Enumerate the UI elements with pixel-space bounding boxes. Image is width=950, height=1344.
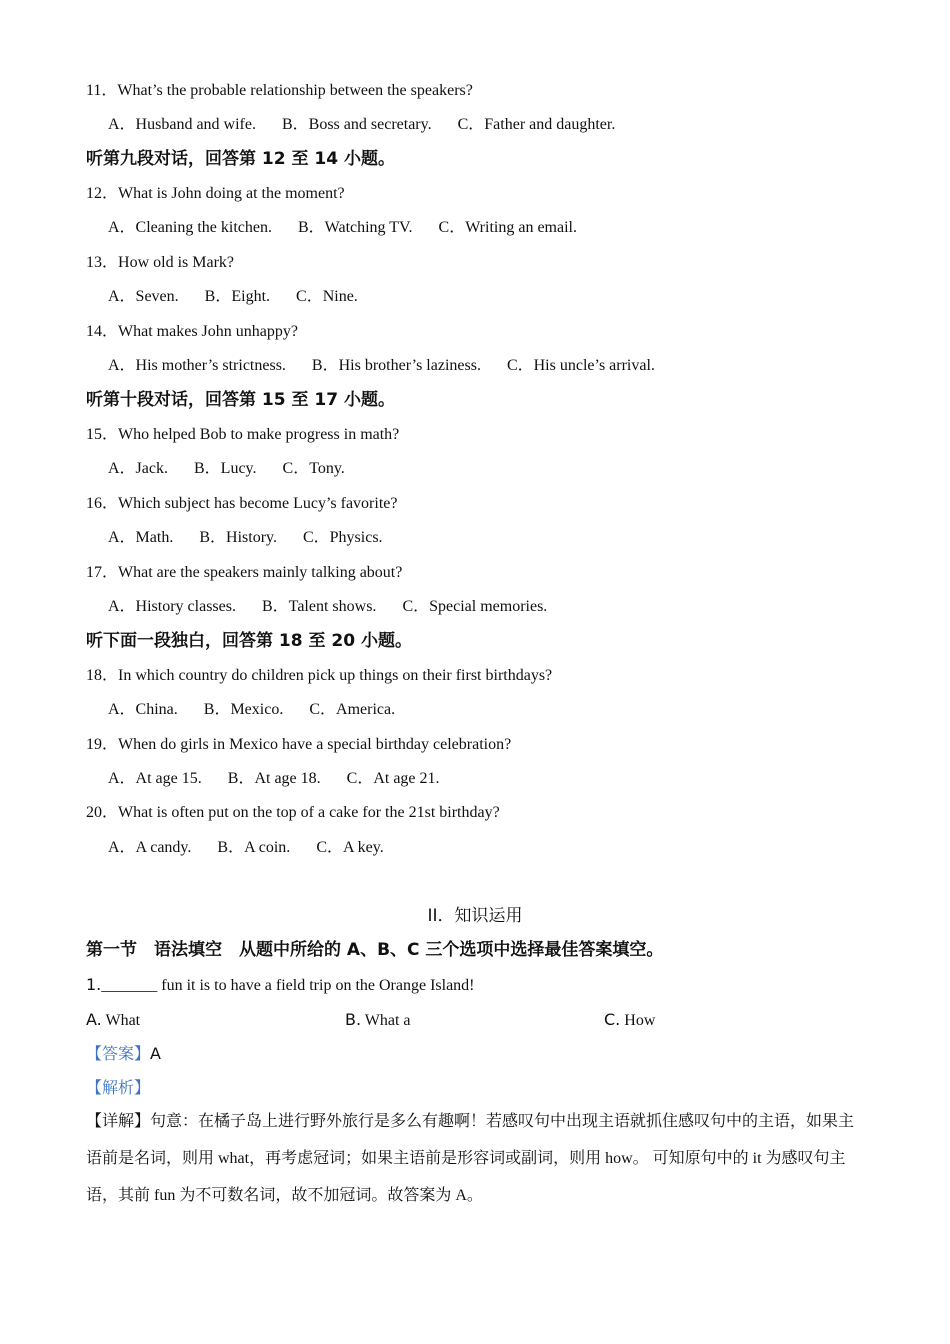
section-heading-dialogue-9: 听第九段对话，回答第 12 至 14 小题。 — [86, 149, 395, 169]
option-a: A．At age 15. — [108, 770, 202, 787]
section-title: II．知识运用 — [427, 906, 523, 926]
answer-value: A — [150, 1044, 161, 1063]
question-14 — [86, 322, 298, 342]
question-text: Who helped Bob to make progress in math? — [118, 426, 400, 443]
question-text: fun it is to have a field trip on the Orange Island! — [157, 977, 475, 994]
question-text: What are the speakers mainly talking about? — [118, 564, 403, 581]
question-number: 17． — [86, 564, 119, 581]
question-number: 12． — [86, 185, 119, 202]
option-a: A．Jack. — [108, 460, 168, 477]
question-14-options — [108, 356, 677, 376]
option-b: B．Boss and secretary. — [281, 116, 432, 133]
question-text: In which country do children pick up things on their first birthdays? — [118, 667, 553, 684]
detail-text: 句意：在橘子岛上进行野外旅行是多么有趣啊！若感叹句中出现主语就抓住感叹句中的主语，如果主语前是名词，则用 what，再考虑冠词；如果主语前是形容词或副词，则用 how。 可知原句中的 it 为感叹句主语，其前 fun 为不可数名词，故不加冠词。故答案为 A。 — [86, 1113, 855, 1204]
option-c: C．Writing an email. — [438, 219, 577, 236]
question-12 — [86, 184, 345, 204]
question-number: 18． — [86, 667, 119, 684]
option-b: B．Eight. — [204, 288, 271, 305]
detail-label: 【详解】 — [86, 1113, 151, 1130]
option-b: B．At age 18. — [227, 770, 321, 787]
option-c: C．Nine. — [296, 288, 358, 305]
question-number: 11． — [86, 82, 118, 99]
question-text: Which subject has become Lucy’s favorite? — [118, 495, 398, 512]
question-19 — [86, 735, 511, 755]
question-number: 20． — [86, 804, 119, 821]
option-b: B．Watching TV. — [297, 219, 413, 236]
question-20-options — [108, 838, 406, 858]
option-c: C．America. — [309, 701, 396, 718]
option-a: A．History classes. — [108, 598, 236, 615]
subsection-heading: 第一节 语法填空 从题中所给的 A、B、C 三个选项中选择最佳答案填空。 — [86, 940, 664, 960]
option-a: A．China. — [108, 701, 178, 718]
option-a: A．His mother’s strictness. — [108, 357, 286, 374]
option-b: B．Mexico. — [203, 701, 284, 718]
question-text: What is John doing at the moment? — [118, 185, 345, 202]
option-c — [604, 1010, 655, 1031]
detail-explanation — [86, 1103, 866, 1214]
option-c: C．His uncle’s arrival. — [506, 357, 655, 374]
option-c: C．Physics. — [302, 529, 383, 546]
question-text: When do girls in Mexico have a special birthday celebration? — [118, 736, 512, 753]
answer-line — [86, 1044, 161, 1065]
question-12-options — [108, 218, 599, 238]
question-11-options — [108, 115, 637, 135]
option-b: B．History. — [199, 529, 277, 546]
option-a: A．Husband and wife. — [108, 116, 256, 133]
analysis-label: 【解析】 — [86, 1080, 151, 1097]
option-label: B. — [345, 1010, 362, 1029]
question-13 — [86, 253, 234, 273]
option-text: What — [101, 1012, 141, 1029]
question-text: What makes John unhappy? — [118, 323, 298, 340]
option-text: What a — [361, 1012, 411, 1029]
question-number: 14． — [86, 323, 119, 340]
option-a — [86, 1010, 140, 1031]
question-18-options — [108, 700, 417, 720]
option-a: A．Cleaning the kitchen. — [108, 219, 272, 236]
option-c: C．Special memories. — [402, 598, 548, 615]
option-c: C．Father and daughter. — [457, 116, 616, 133]
grammar-question-1 — [86, 975, 475, 996]
question-number: 1. — [86, 975, 102, 994]
option-b: B．Talent shows. — [262, 598, 377, 615]
question-17-options — [108, 597, 569, 617]
option-label: A. — [86, 1010, 102, 1029]
question-13-options — [108, 287, 380, 307]
question-text: What’s the probable relationship between the speakers? — [117, 82, 473, 99]
option-a: A．A candy. — [108, 839, 192, 856]
section-heading-dialogue-10: 听第十段对话，回答第 15 至 17 小题。 — [86, 390, 395, 410]
option-b: B．A coin. — [217, 839, 291, 856]
answer-blank: _______ — [101, 977, 158, 994]
question-16 — [86, 494, 397, 514]
question-18 — [86, 666, 552, 686]
option-b: B．Lucy. — [194, 460, 257, 477]
option-b — [345, 1010, 411, 1031]
option-text: How — [620, 1012, 656, 1029]
question-20 — [86, 803, 500, 823]
question-11 — [86, 81, 473, 101]
question-19-options — [108, 769, 462, 789]
question-text: What is often put on the top of a cake for the 21st birthday? — [118, 804, 500, 821]
answer-label: 【答案】 — [86, 1046, 151, 1063]
option-c: C．A key. — [316, 839, 384, 856]
option-label: C. — [604, 1010, 621, 1029]
question-16-options — [108, 528, 405, 548]
question-number: 13． — [86, 254, 119, 271]
option-a: A．Math. — [108, 529, 174, 546]
question-number: 19． — [86, 736, 119, 753]
question-15-options — [108, 459, 367, 479]
option-a: A．Seven. — [108, 288, 179, 305]
question-number: 16． — [86, 495, 119, 512]
section-heading-monologue: 听下面一段独白，回答第 18 至 20 小题。 — [86, 631, 412, 651]
question-number: 15． — [86, 426, 119, 443]
question-17 — [86, 563, 402, 583]
question-15 — [86, 425, 399, 445]
option-b: B．His brother’s laziness. — [311, 357, 481, 374]
option-c: C．Tony. — [282, 460, 345, 477]
option-c: C．At age 21. — [346, 770, 440, 787]
question-text: How old is Mark? — [118, 254, 234, 271]
